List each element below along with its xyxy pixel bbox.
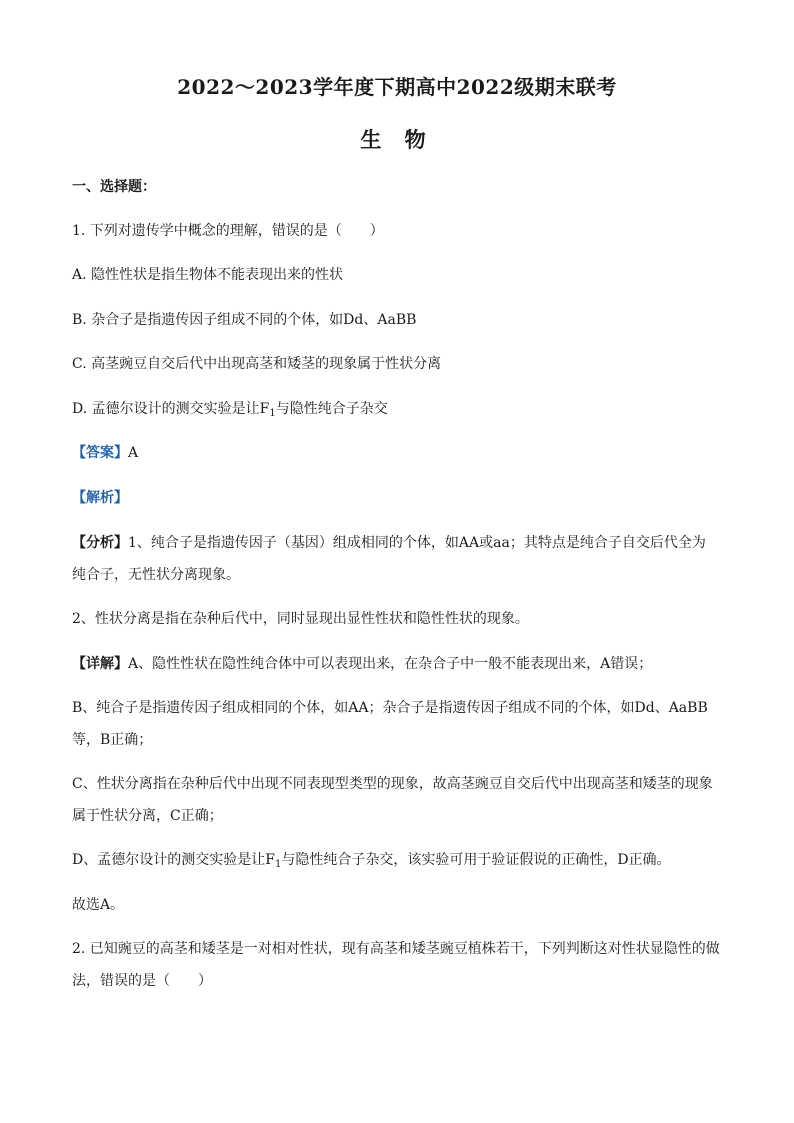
question-1-option-c: C. 高茎豌豆自交后代中出现高茎和矮茎的现象属于性状分离	[72, 356, 442, 372]
xiangjie-line-a	[72, 654, 722, 674]
question-2-stem-line-1: 2. 已知豌豆的高茎和矮茎是一对相对性状，现有高茎和矮茎豌豆植株若干，下列判断这对性状显隐性的做	[72, 941, 720, 957]
fenxi-label: 【分析】	[72, 535, 128, 551]
option-d-text-post: 与隐性纯合子杂交	[275, 401, 388, 417]
answer-line	[72, 443, 722, 463]
subject-title: 生 物	[360, 127, 434, 152]
xiangjie-d-subscript: 1	[274, 859, 282, 870]
option-d-text-pre: D. 孟德尔设计的测交实验是让F	[72, 401, 270, 417]
option-d-subscript: 1	[269, 408, 276, 419]
question-1-option-d	[72, 399, 722, 419]
xiangjie-line-c1: C、性状分离指在杂种后代中出现不同表现型类型的现象，故高茎豌豆自交后代中出现高茎和矮茎的现象	[72, 776, 713, 792]
xiangjie-text-a: A、隐性性状在隐性纯合体中可以表现出来，在杂合子中一般不能表现出来，A错误；	[128, 656, 653, 672]
question-1-option-b: B. 杂合子是指遗传因子组成不同的个体，如Dd、AaBB	[72, 312, 417, 328]
fenxi-line-1	[72, 533, 722, 553]
question-1-option-a: A. 隐性性状是指生物体不能表现出来的性状	[72, 267, 344, 283]
section-heading: 一、选择题：	[72, 179, 156, 195]
conclusion-line: 故选A。	[72, 897, 125, 913]
xiangjie-line-d	[72, 850, 722, 870]
xiangjie-d-pre: D、孟德尔设计的测交实验是让F	[72, 852, 275, 868]
xiangjie-line-b2: 等，B正确；	[72, 732, 153, 748]
xiangjie-line-c2: 属于性状分离，C正确；	[72, 808, 223, 824]
exam-title: 2022～2023学年度下期高中2022级期末联考	[177, 75, 617, 99]
xiangjie-d-post: 与隐性纯合子杂交，该实验可用于验证假说的正确性，D正确。	[281, 852, 671, 868]
xiangjie-line-b1: B、纯合子是指遗传因子组成相同的个体，如AA；杂合子是指遗传因子组成不同的个体，如Dd、AaBB	[72, 700, 708, 716]
xiangjie-label: 【详解】	[72, 656, 128, 672]
question-1-stem: 1. 下列对遗传学中概念的理解，错误的是（ ）	[72, 223, 384, 239]
answer-value: A	[128, 445, 139, 461]
fenxi-line-3: 2、性状分离是指在杂种后代中，同时显现出显性性状和隐性性状的现象。	[72, 611, 529, 627]
fenxi-line-2: 纯合子，无性状分离现象。	[72, 567, 240, 583]
question-2-stem-line-2: 法，错误的是（ ）	[72, 973, 212, 989]
fenxi-text-1a: 1、纯合子是指遗传因子（基因）组成相同的个体，如AA或aa；其特点是纯合子自交后代全为	[128, 535, 706, 551]
analysis-label: 【解析】	[72, 490, 128, 506]
answer-label: 【答案】	[72, 445, 128, 461]
